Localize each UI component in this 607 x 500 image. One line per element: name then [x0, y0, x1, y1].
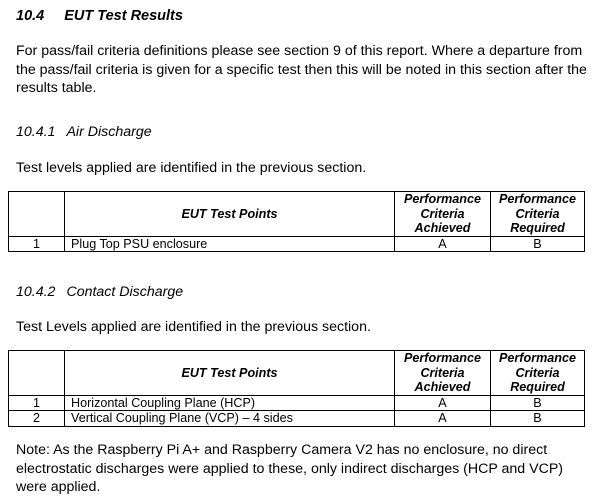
section-number: 10.4	[16, 8, 45, 24]
note-text: Note: As the Raspberry Pi A+ and Raspberry Camera V2 has no enclosure, no direct electrostatic discharges were applied to these, only indirect discharges (HCP and VCP) were applied.	[16, 442, 564, 495]
row-test-point: Horizontal Coupling Plane (HCP)	[65, 395, 395, 411]
table-header-row	[9, 351, 585, 396]
table-row	[9, 236, 585, 252]
contact-discharge-heading	[16, 284, 183, 300]
row-required: B	[491, 395, 585, 411]
table-header-blank	[9, 192, 65, 237]
section-heading	[16, 8, 183, 24]
table-header-test-points: EUT Test Points	[65, 192, 395, 237]
row-test-point: Plug Top PSU enclosure	[65, 236, 395, 252]
contact-discharge-title: Contact Discharge	[66, 284, 184, 300]
contact-discharge-text: Test Levels applied are identified in the previous section.	[16, 319, 371, 335]
row-test-point: Vertical Coupling Plane (VCP) – 4 sides	[65, 411, 395, 427]
air-discharge-text: Test levels applied are identified in the previous section.	[16, 160, 367, 176]
section-intro: For pass/fail criteria definitions please see section 9 of this report. Where a departure from the pass/fail criteria is given for a specific test then this will be noted in this section after the results table.	[16, 43, 587, 96]
row-number: 2	[9, 411, 65, 427]
contact-discharge-table	[8, 350, 585, 427]
table-row	[9, 411, 585, 427]
table-header-achieved: Performance Criteria Achieved	[395, 192, 491, 237]
row-required: B	[491, 236, 585, 252]
table-header-test-points: EUT Test Points	[65, 351, 395, 396]
row-required: B	[491, 411, 585, 427]
row-number: 1	[9, 395, 65, 411]
table-header-required: Performance Criteria Required	[491, 192, 585, 237]
row-achieved: A	[395, 236, 491, 252]
row-achieved: A	[395, 395, 491, 411]
table-header-required: Performance Criteria Required	[491, 351, 585, 396]
table-header-blank	[9, 351, 65, 396]
contact-discharge-number: 10.4.2	[16, 284, 56, 300]
air-discharge-heading	[16, 124, 152, 140]
air-discharge-table	[8, 191, 585, 252]
air-discharge-number: 10.4.1	[16, 124, 56, 140]
section-title: EUT Test Results	[64, 8, 183, 24]
row-number: 1	[9, 236, 65, 252]
table-header-row	[9, 192, 585, 237]
row-achieved: A	[395, 411, 491, 427]
air-discharge-title: Air Discharge	[66, 124, 152, 140]
table-header-achieved: Performance Criteria Achieved	[395, 351, 491, 396]
table-row	[9, 395, 585, 411]
